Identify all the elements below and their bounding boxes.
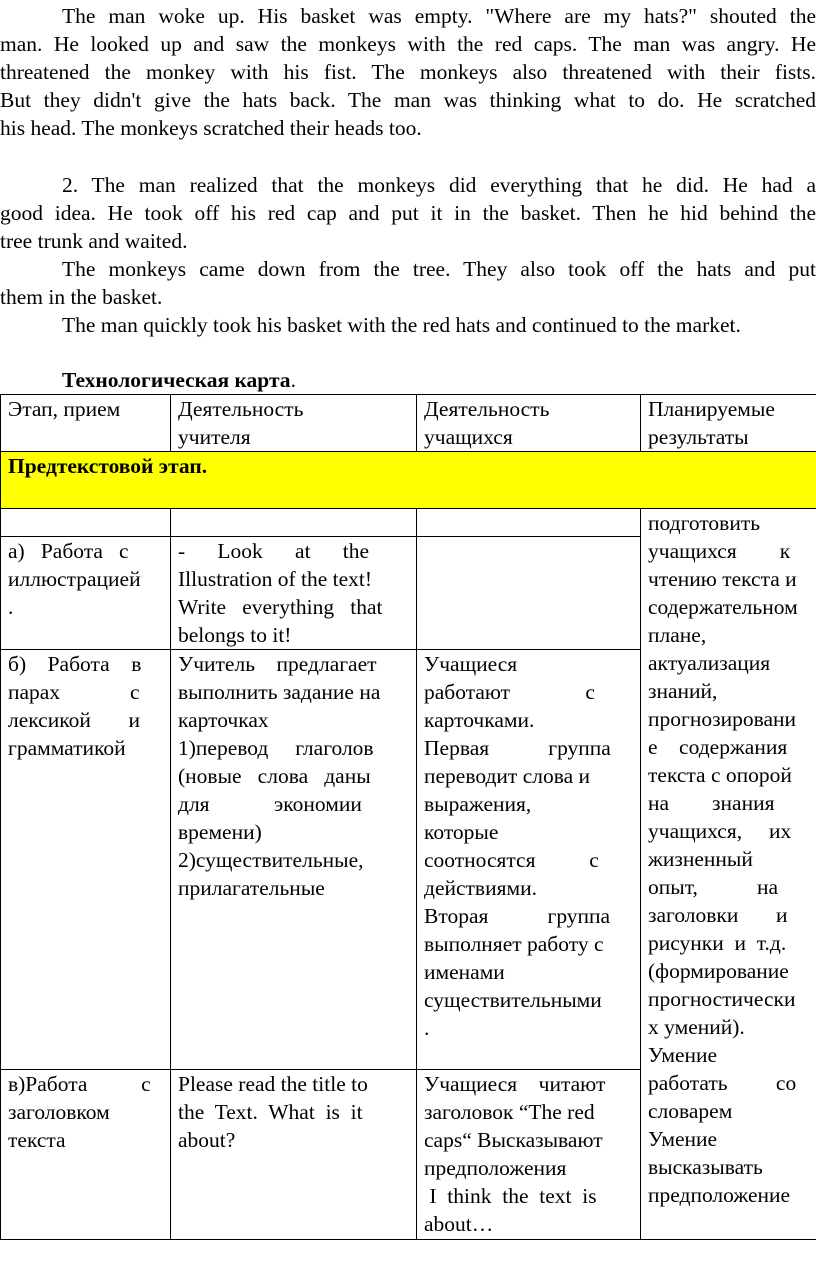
header-cell-results — [641, 395, 816, 452]
cell-line: существительными — [424, 988, 602, 1012]
section-cell-pretext-stage — [1, 452, 816, 509]
header-text: Деятельность — [178, 397, 304, 421]
text-line: But they didn't give the hats back. The man was thinking what to do. He scratched — [0, 88, 816, 112]
result-line: е содержания — [648, 735, 788, 759]
result-line: Умение — [648, 1043, 718, 1067]
cell-line: Please read the title to — [178, 1072, 368, 1096]
cell-line: . — [8, 595, 14, 619]
cell-line: caps“ Высказывают — [424, 1128, 603, 1152]
result-line: знаний, — [648, 679, 718, 703]
cell-line: работают с — [424, 680, 595, 704]
section-title-text: Технологическая карта — [62, 368, 291, 392]
result-line: учащихся, их — [648, 819, 792, 843]
header-text: Планируемые — [648, 397, 775, 421]
result-line: рисунки и т.д. — [648, 931, 787, 955]
result-line: текста с опорой — [648, 763, 792, 787]
students-cell — [417, 1070, 641, 1240]
cell-line: грамматикой — [8, 736, 126, 760]
result-line: актуализация — [648, 651, 771, 675]
text-line: tree trunk and waited. — [0, 229, 188, 253]
text-line: threatened the monkey with his fist. The monkeys also threatened with their fists. — [0, 60, 816, 84]
cell-line: about? — [178, 1128, 236, 1152]
table-cell — [417, 509, 641, 537]
story-paragraph-2 — [0, 171, 816, 255]
result-line: подготовить — [648, 511, 761, 535]
cell-line: заголовок “The red — [424, 1100, 595, 1124]
stage-cell — [1, 1070, 171, 1240]
cell-line: карточках — [178, 708, 269, 732]
cell-line: в)Работа с — [8, 1072, 151, 1096]
result-line: чтению текста и — [648, 567, 797, 591]
cell-line: выражения, — [424, 792, 532, 816]
result-line: учащихся к — [648, 539, 791, 563]
teacher-cell — [171, 1070, 417, 1240]
result-line: плане, — [648, 623, 707, 647]
cell-line: Учащиеся читают — [424, 1072, 606, 1096]
cell-line: иллюстрацией — [8, 567, 141, 591]
header-cell-students — [417, 395, 641, 452]
cell-line: для экономии — [178, 792, 362, 816]
result-line: прогностически — [648, 987, 796, 1011]
result-line: предположение — [648, 1183, 791, 1207]
cell-line: времени) — [178, 820, 262, 844]
cell-line: belongs to it! — [178, 623, 292, 647]
cell-line: - Look at the — [178, 539, 370, 563]
cell-line: Первая группа — [424, 736, 611, 760]
section-label: Предтекстовой этап. — [8, 454, 208, 478]
cell-line: выполняет работу с — [424, 932, 604, 956]
table-cell — [1, 509, 171, 537]
table-cell — [171, 509, 417, 537]
text-line: man. He looked up and saw the monkeys with the red caps. The man was angry. He — [0, 32, 816, 56]
text-line: them in the basket. — [0, 285, 163, 309]
cell-line: карточками. — [424, 708, 535, 732]
cell-line: которые — [424, 820, 499, 844]
stage-cell — [1, 650, 171, 1070]
students-cell — [417, 650, 641, 1070]
cell-line: 1)перевод глаголов — [178, 736, 374, 760]
cell-line: переводит слова и — [424, 764, 591, 788]
text-line: The man quickly took his basket with the red hats and continued to the market. — [62, 313, 741, 337]
cell-line: the Text. What is it — [178, 1100, 363, 1124]
header-text: Деятельность — [424, 397, 550, 421]
text-line: 2. The man realized that the monkeys did everything that he did. He had a — [62, 173, 816, 197]
header-text: учителя — [178, 425, 251, 449]
cell-line: (новые слова даны — [178, 764, 371, 788]
table-header-row — [1, 395, 816, 452]
cell-line: Write everything that — [178, 595, 383, 619]
result-line: Умение — [648, 1127, 718, 1151]
result-line: на знания — [648, 791, 775, 815]
cell-line: лексикой и — [8, 708, 140, 732]
result-line: высказывать — [648, 1155, 763, 1179]
cell-line: Учитель предлагает — [178, 652, 377, 676]
cell-line: выполнить задание на — [178, 680, 381, 704]
story-paragraph-1 — [0, 2, 816, 142]
teacher-cell — [171, 650, 417, 1070]
header-cell-stage — [1, 395, 171, 452]
header-text: учащихся — [424, 425, 513, 449]
result-line: заголовки и — [648, 903, 788, 927]
cell-line: Illustration of the text! — [178, 567, 373, 591]
text-line: The man woke up. His basket was empty. "Where are my hats?" shouted the — [62, 4, 816, 28]
story-paragraph-4 — [0, 311, 741, 339]
cell-line: действиями. — [424, 876, 537, 900]
cell-line: I think the text is — [424, 1184, 597, 1208]
section-title — [62, 366, 296, 394]
cell-line: б) Работа в — [8, 652, 142, 676]
cell-line: соотносятся с — [424, 848, 599, 872]
text-line: his head. The monkeys scratched their heads too. — [0, 116, 422, 140]
header-text: Этап, прием — [8, 397, 121, 421]
table-row-empty — [1, 509, 816, 537]
text-line: good idea. He took off his red cap and put it in the basket. Then he hid behind the — [0, 201, 816, 225]
section-title-dot: . — [290, 368, 296, 392]
cell-line: 2)существительные, — [178, 848, 364, 872]
text-line: The monkeys came down from the tree. They also took off the hats and put — [62, 257, 816, 281]
cell-line: парах с — [8, 680, 140, 704]
teacher-cell — [171, 537, 417, 650]
section-row — [1, 452, 816, 509]
tech-card-table — [0, 394, 816, 1240]
header-cell-teacher — [171, 395, 417, 452]
result-line: (формирование — [648, 959, 789, 983]
header-text: результаты — [648, 425, 749, 449]
story-paragraph-3 — [0, 255, 816, 311]
students-cell — [417, 537, 641, 650]
result-line: словарем — [648, 1099, 733, 1123]
cell-line: about… — [424, 1212, 494, 1236]
result-line: работать со — [648, 1071, 797, 1095]
cell-line: текста — [8, 1128, 66, 1152]
result-line: жизненный — [648, 847, 753, 871]
result-line: содержательном — [648, 595, 798, 619]
cell-line: а) Работа с — [8, 539, 129, 563]
cell-line: заголовком — [8, 1100, 110, 1124]
results-cell — [641, 509, 816, 1240]
result-line: х умений). — [648, 1015, 745, 1039]
result-line: опыт, на — [648, 875, 779, 899]
stage-cell — [1, 537, 171, 650]
cell-line: . — [424, 1016, 430, 1040]
cell-line: предположения — [424, 1156, 567, 1180]
cell-line: прилагательные — [178, 876, 325, 900]
cell-line: Вторая группа — [424, 904, 611, 928]
cell-line: Учащиеся — [424, 652, 518, 676]
cell-line: именами — [424, 960, 505, 984]
result-line: прогнозировани — [648, 707, 797, 731]
